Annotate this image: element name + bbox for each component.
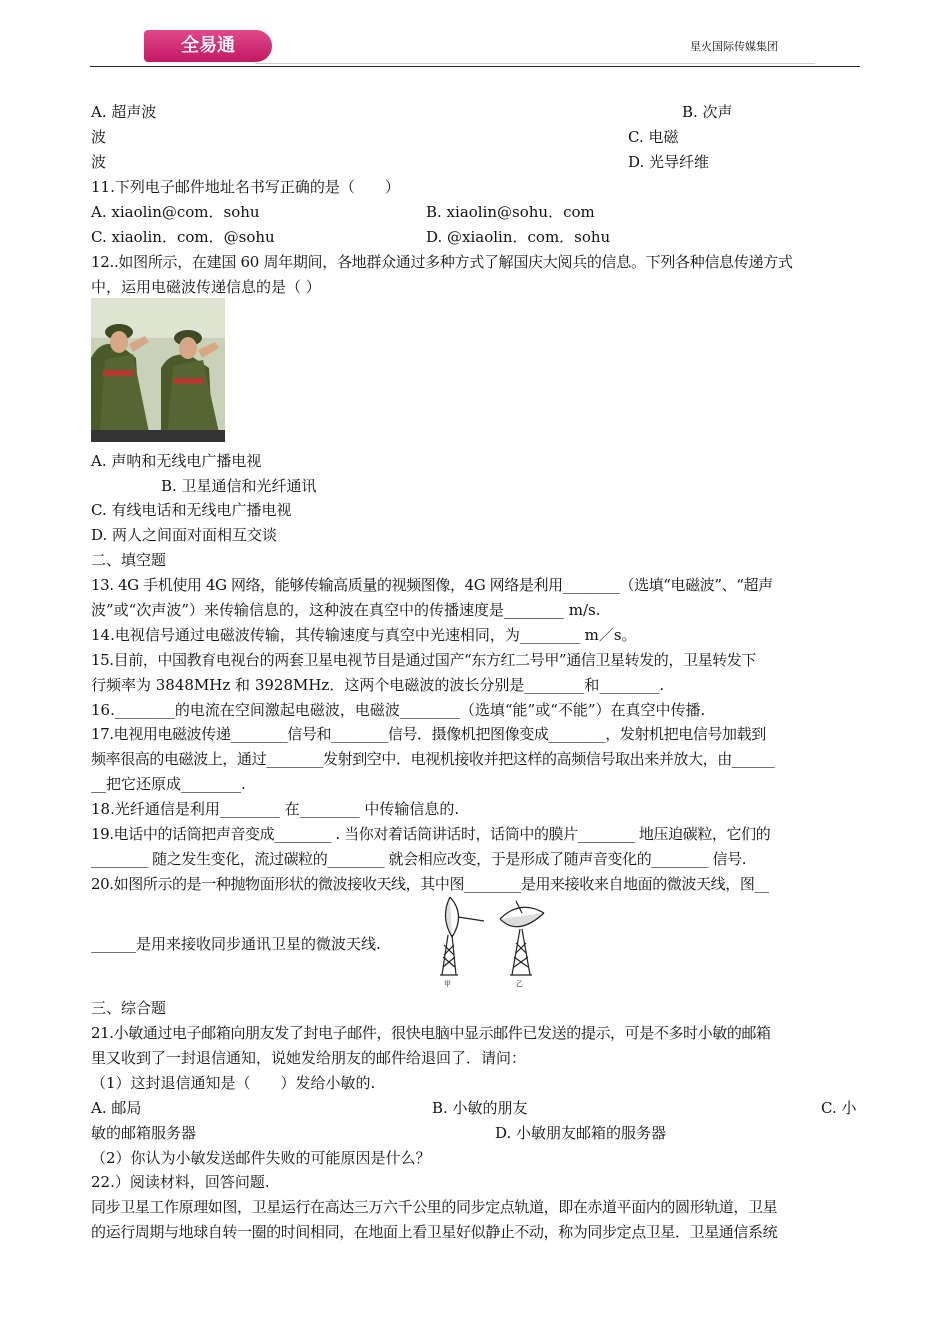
- q22-paragraph-line1: 同步卫星工作原理如图，卫星运行在高达三万六千公里的同步定点轨道，即在赤道平面内的圆形轨道，卫星: [91, 1198, 778, 1216]
- q21-option-c-tail: 敏的邮箱服务器: [91, 1124, 197, 1142]
- q11-option-d: D. @xiaolin．com．sohu: [426, 228, 611, 246]
- question-16: 16.________的电流在空间激起电磁波，电磁波________（选填“能”或“不能”）在真空中传播.: [91, 701, 706, 719]
- q11-option-c: C. xiaolin．com．@sohu: [91, 228, 275, 246]
- q11-option-b: B. xiaolin@sohu．com: [426, 203, 595, 221]
- question-17-line3: __把它还原成________.: [91, 775, 246, 793]
- question-21-line1: 21.小敏通过电子邮箱向朋友发了封电子邮件，很快电脑中显示邮件已发送的提示，可是不多时小敏的邮箱: [91, 1024, 771, 1042]
- q10-option-c: C. 电磁: [628, 128, 679, 146]
- q11-option-a: A. xiaolin@com．sohu: [91, 203, 260, 221]
- question-15-line1: 15.目前，中国教育电视台的两套卫星电视节目是通过国产“东方红二号甲”通信卫星转发的，卫星转发下: [91, 651, 756, 669]
- question-13-line1: 13. 4G 手机使用 4G 网络，能够传输高质量的视频图像，4G 网络是利用________（选填“电磁波”、“超声: [91, 576, 773, 594]
- microwave-antenna-figure: [436, 895, 548, 990]
- header-thin-rule: [255, 63, 815, 64]
- parade-soldiers-photo: [91, 298, 225, 442]
- q12-option-a: A. 声呐和无线电广播电视: [91, 452, 262, 470]
- section-3-heading: 三、综合题: [91, 999, 167, 1017]
- question-21-line2: 里又收到了一封退信通知，说她发给朋友的邮件给退回了．请问：: [91, 1049, 527, 1067]
- q21-option-d: D. 小敏朋友邮箱的服务器: [495, 1124, 667, 1142]
- q21-option-a: A. 邮局: [91, 1099, 142, 1117]
- question-17-line1: 17.电视用电磁波传递________信号和________信号．摄像机把图像变成________，发射机把电信号加载到: [91, 725, 766, 743]
- question-21-sub2: （2）你认为小敏发送邮件失败的可能原因是什么？: [91, 1149, 431, 1167]
- q12-option-c: C. 有线电话和无线电广播电视: [91, 501, 292, 519]
- question-21-sub1: （1）这封退信通知是（ ）发给小敏的.: [91, 1074, 376, 1092]
- company-name: 星火国际传媒集团: [690, 40, 778, 53]
- question-13-line2: 波”或“次声波”）来传输信息的，这种波在真空中的传播速度是________ m/s.: [91, 601, 601, 619]
- question-19-line1: 19.电话中的话筒把声音变成________ . 当你对着话筒讲话时，话筒中的膜片________ 地压迫碳粒，它们的: [91, 825, 771, 843]
- question-12-line1: 12..如图所示，在建国 60 周年期间，各地群众通过多种方式了解国庆大阅兵的信息。下列各种信息传递方式: [91, 253, 793, 271]
- question-15-line2: 行频率为 3848MHz 和 3928MHz．这两个电磁波的波长分别是________和________.: [91, 676, 665, 694]
- antenna-label-yi: 乙: [516, 980, 523, 988]
- q12-option-b: B. 卫星通信和光纤通讯: [161, 477, 317, 495]
- section-2-heading: 二、填空题: [91, 551, 167, 569]
- q10-option-c-tail: 波: [91, 153, 107, 171]
- q22-paragraph-line2: 的运行周期与地球自转一圈的时间相同，在地面上看卫星好似静止不动，称为同步定点卫星．卫星通信系统: [91, 1223, 778, 1241]
- q21-option-b: B. 小敏的朋友: [432, 1099, 528, 1117]
- question-20-line2: ______是用来接收同步通讯卫星的微波天线.: [91, 935, 381, 953]
- question-22: 22.）阅读材料，回答问题.: [91, 1173, 270, 1191]
- question-20-line1: 20.如图所示的是一种抛物面形状的微波接收天线，其中图________是用来接收来自地面的微波天线，图__: [91, 875, 769, 893]
- antenna-label-jia: 甲: [444, 980, 451, 988]
- q10-option-a: A. 超声波: [91, 103, 157, 121]
- question-14: 14.电视信号通过电磁波传输，其传输速度与真空中光速相同，为________ m／s。: [91, 626, 637, 644]
- q21-option-c-head: C. 小: [821, 1099, 857, 1117]
- question-19-line2: ________ 随之发生变化，流过碳粒的________ 就会相应改变，于是形成了随声音变化的________ 信号.: [91, 850, 747, 868]
- question-11: 11.下列电子邮件地址名书写正确的是（ ）: [91, 178, 400, 196]
- question-17-line2: 频率很高的电磁波上，通过________发射到空中．电视机接收并把这样的高频信号取出来并放大，由______: [91, 750, 775, 768]
- q10-option-d: D. 光导纤维: [628, 153, 710, 171]
- header-rule: [90, 66, 860, 67]
- q10-option-b-tail: 波: [91, 128, 107, 146]
- question-12-line2: 中，运用电磁波传递信息的是（ ）: [91, 278, 321, 296]
- brand-logo: 全易通: [144, 30, 272, 62]
- q12-option-d: D. 两人之间面对面相互交谈: [91, 526, 278, 544]
- question-18: 18.光纤通信是利用________ 在________ 中传输信息的.: [91, 800, 460, 818]
- q10-option-b: B. 次声: [682, 103, 733, 121]
